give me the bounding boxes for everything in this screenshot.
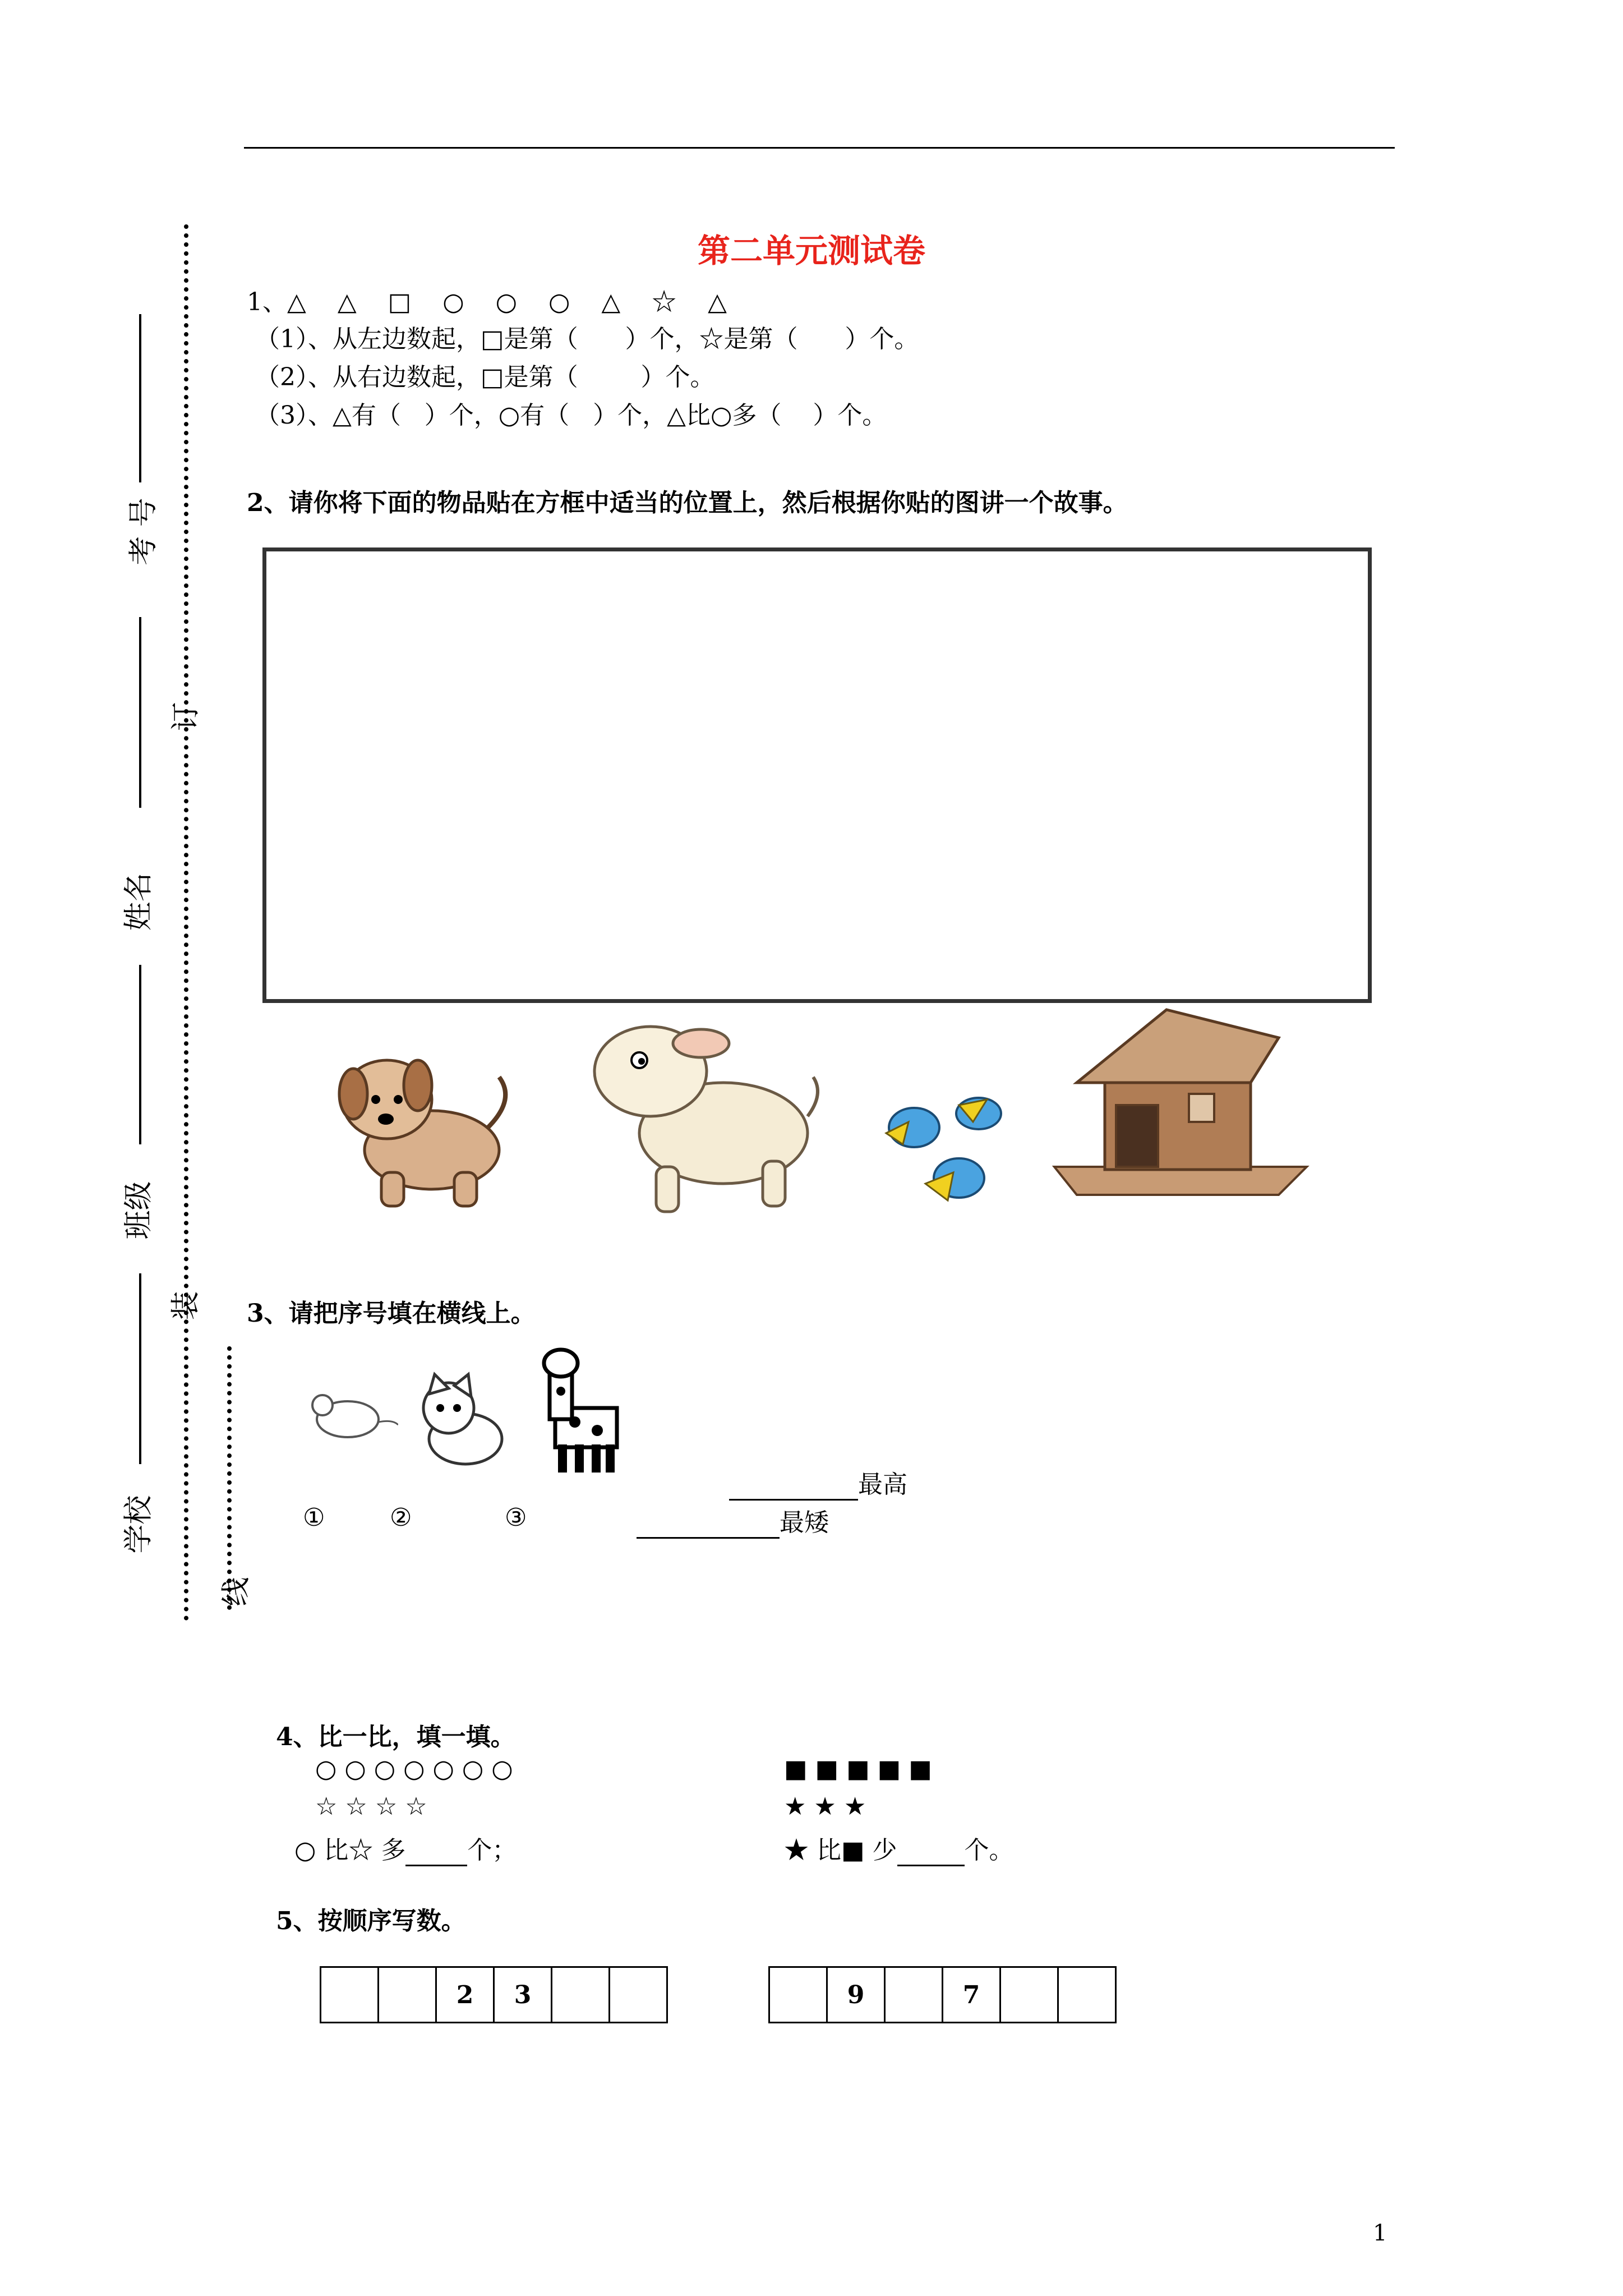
seq1-cell[interactable] bbox=[379, 1967, 436, 2023]
giraffe-icon[interactable] bbox=[533, 1346, 634, 1475]
q3-tallest-row bbox=[729, 1464, 907, 1501]
q4-compare-1 bbox=[294, 1830, 517, 1866]
binding-dotted-line-outer bbox=[184, 224, 188, 1621]
page-number: 1 bbox=[1373, 2220, 1387, 2246]
mouse-icon[interactable] bbox=[303, 1380, 398, 1447]
kaohao-blank[interactable] bbox=[139, 314, 141, 482]
binding-kaohao: 考 号 bbox=[126, 498, 160, 565]
q5-title: 5、按顺序写数。 bbox=[276, 1907, 466, 1935]
seq2-cell[interactable]: 9 bbox=[827, 1967, 885, 2023]
seq2-cell[interactable] bbox=[769, 1967, 827, 2023]
binding-banji: 班级 bbox=[122, 1181, 156, 1240]
xuexiao-blank[interactable] bbox=[139, 1273, 141, 1464]
sequence-table-2 bbox=[768, 1966, 1117, 2023]
q3-label-2: ② bbox=[390, 1503, 412, 1532]
seq1-cell[interactable]: 2 bbox=[436, 1967, 494, 2023]
q4-compare-1-suffix: 个； bbox=[467, 1836, 517, 1865]
q4-blank-2[interactable] bbox=[897, 1836, 965, 1866]
q4-compare-2-text: ★ 比■ 少 bbox=[784, 1836, 897, 1865]
dog-icon[interactable] bbox=[320, 1032, 522, 1217]
seq2-cell[interactable]: 7 bbox=[943, 1967, 1000, 2023]
seq1-cell[interactable]: 3 bbox=[494, 1967, 552, 2023]
q4-hollow-stars: ☆ ☆ ☆ ☆ bbox=[315, 1792, 427, 1821]
birds-icon[interactable] bbox=[875, 1088, 1015, 1212]
q1-line3: （3）、△有（ ）个，○有（ ）个，△比○多（ ）个。 bbox=[255, 401, 887, 430]
q4-blank-1[interactable] bbox=[405, 1836, 467, 1866]
binding-xian: 线 bbox=[219, 1577, 253, 1607]
q3-shortest-row bbox=[637, 1502, 829, 1539]
banji-blank[interactable] bbox=[139, 965, 141, 1144]
shortest-blank[interactable] bbox=[637, 1508, 780, 1539]
q4-squares: ■ ■ ■ ■ ■ bbox=[784, 1755, 932, 1783]
sequence-table-1 bbox=[320, 1966, 668, 2023]
binding-ding: 订 bbox=[169, 702, 203, 731]
header-rule bbox=[244, 147, 1395, 149]
q3-label-1: ① bbox=[303, 1503, 325, 1532]
q3-label-3: ③ bbox=[505, 1503, 527, 1532]
q4-circles: ○ ○ ○ ○ ○ ○ ○ bbox=[315, 1755, 513, 1783]
sticker-frame[interactable] bbox=[262, 547, 1372, 1003]
seq2-cell[interactable] bbox=[1000, 1967, 1058, 2023]
q4-compare-2 bbox=[784, 1830, 1014, 1866]
q1-line1: （1）、从左边数起，□是第（ ）个，☆是第（ ）个。 bbox=[255, 325, 919, 353]
xingming-blank[interactable] bbox=[139, 617, 141, 808]
seq2-cell[interactable] bbox=[885, 1967, 943, 2023]
q4-solid-stars: ★ ★ ★ bbox=[784, 1792, 866, 1821]
q4-title: 4、比一比，填一填。 bbox=[276, 1723, 515, 1751]
q3-tallest-label: 最高 bbox=[858, 1470, 907, 1499]
q1-line2: （2）、从右边数起，□是第（ ）个。 bbox=[255, 363, 715, 392]
q4-compare-2-suffix: 个。 bbox=[964, 1836, 1014, 1865]
tallest-blank[interactable] bbox=[729, 1470, 858, 1501]
seq1-cell[interactable] bbox=[610, 1967, 667, 2023]
lamb-icon[interactable] bbox=[572, 1004, 836, 1217]
binding-xuexiao: 学校 bbox=[122, 1495, 156, 1554]
q2-title: 2、请你将下面的物品贴在方框中适当的位置上，然后根据你贴的图讲一个故事。 bbox=[247, 489, 1128, 517]
q4-compare-1-text: ○ 比☆ 多 bbox=[294, 1836, 406, 1865]
q3-title: 3、请把序号填在横线上。 bbox=[247, 1299, 536, 1328]
q1-shapes: 1、△ △ □ ○ ○ ○ △ ☆ △ bbox=[247, 288, 727, 316]
seq1-cell[interactable] bbox=[321, 1967, 379, 2023]
cat-icon[interactable] bbox=[409, 1369, 510, 1470]
seq1-cell[interactable] bbox=[552, 1967, 610, 2023]
binding-xingming: 姓名 bbox=[122, 872, 156, 931]
binding-zhuang: 装 bbox=[169, 1291, 203, 1320]
q3-shortest-label: 最矮 bbox=[780, 1508, 829, 1537]
binding-dotted-line-inner bbox=[227, 1346, 232, 1610]
page-title: 第二单元测试卷 bbox=[697, 232, 925, 270]
seq2-cell[interactable] bbox=[1058, 1967, 1116, 2023]
wooden-house-icon[interactable] bbox=[1043, 1004, 1312, 1200]
